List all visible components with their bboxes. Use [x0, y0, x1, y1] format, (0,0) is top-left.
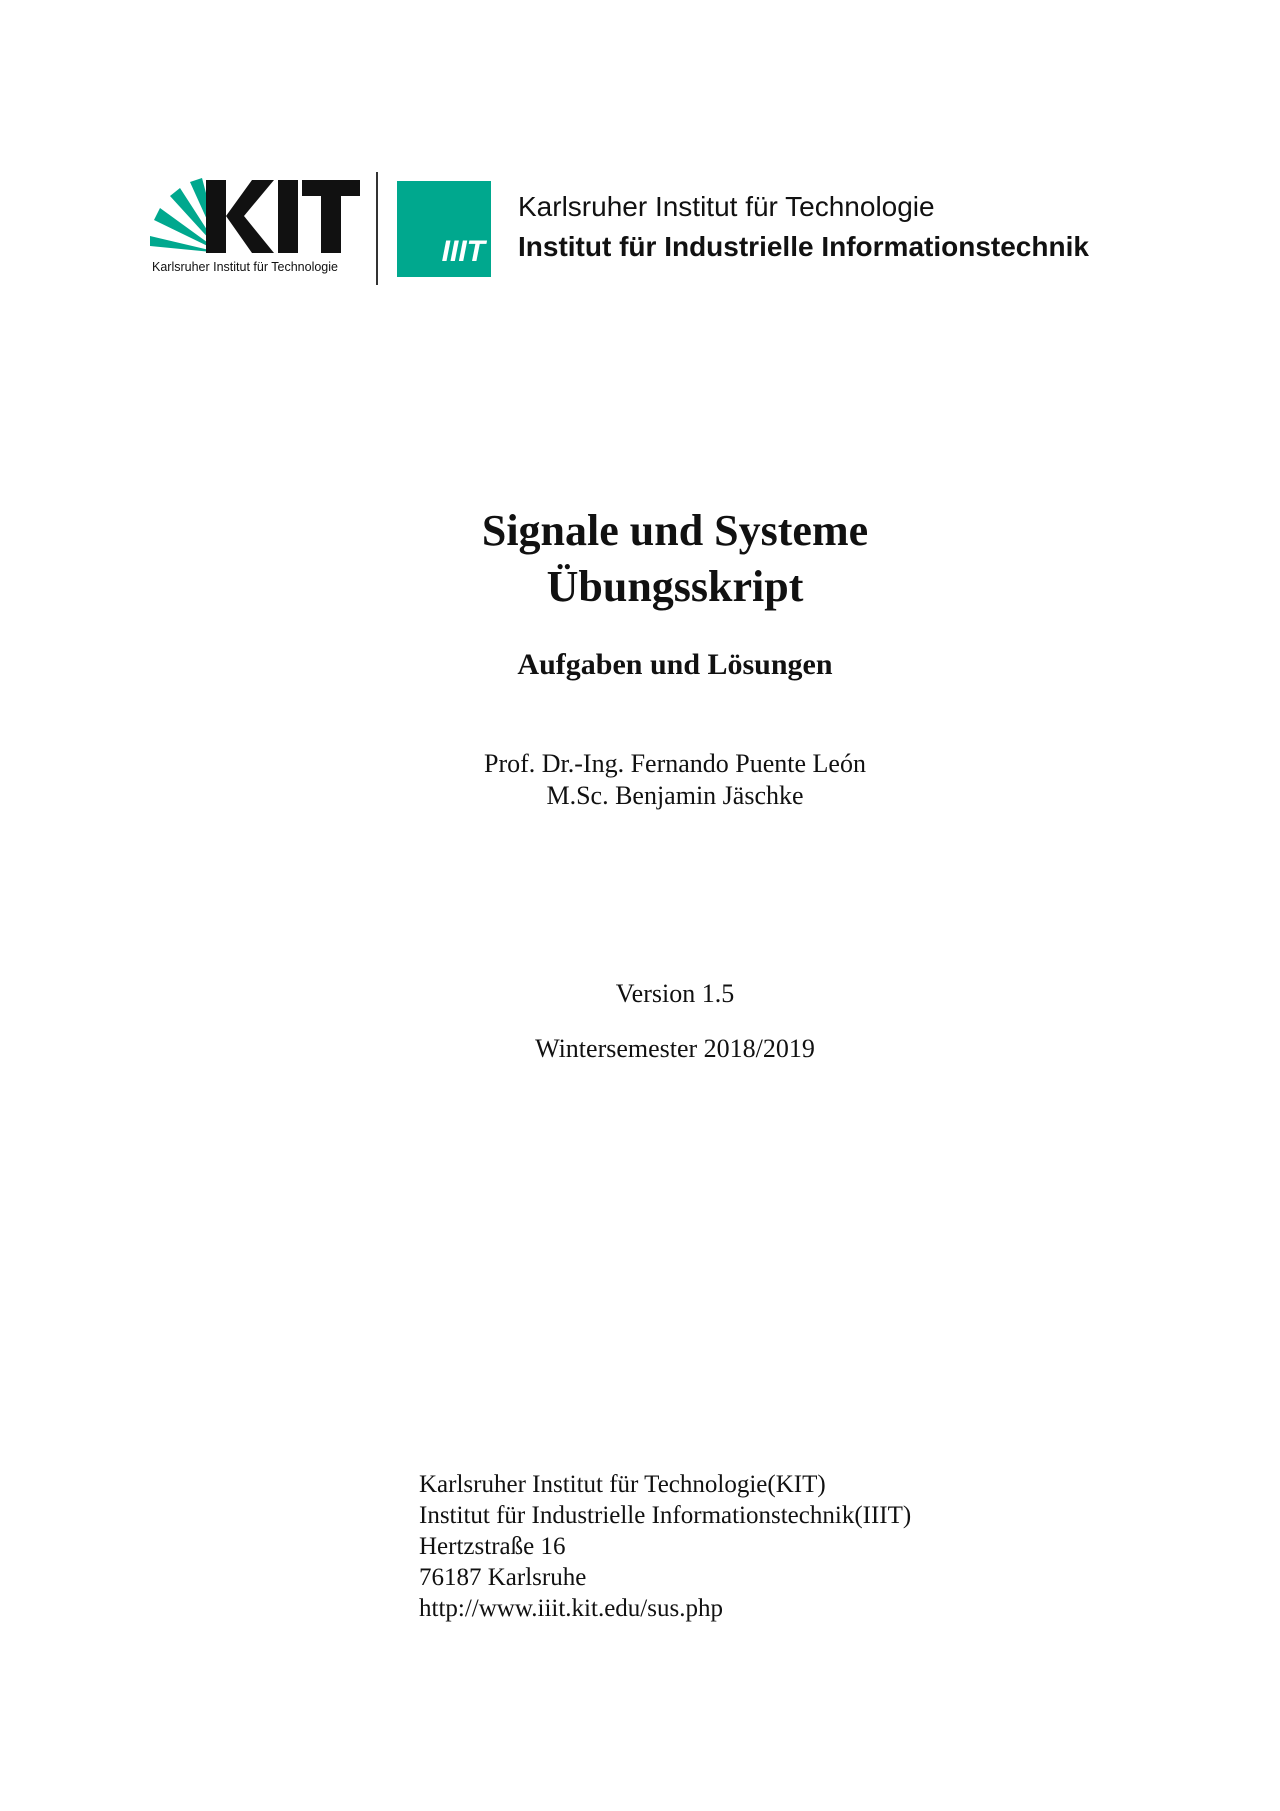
iiit-logo [397, 181, 491, 277]
subtitle: Aufgaben und Lösungen [517, 648, 833, 681]
title-line1: Signale und Systeme [481, 506, 869, 555]
title-line2: Übungsskript [546, 562, 804, 611]
institute-name: Institut für Industrielle Informationstechnik [518, 231, 1089, 262]
semester: Wintersemester 2018/2019 [535, 1034, 815, 1063]
author-2: M.Sc. Benjamin Jäschke [546, 781, 804, 810]
address-line: Institut für Industrielle Informationstechnik(IIIT) [419, 1502, 912, 1529]
author-1: Prof. Dr.-Ing. Fernando Puente León [484, 749, 866, 778]
logo-divider [376, 172, 378, 285]
address-line: Karlsruher Institut für Technologie(KIT) [419, 1471, 826, 1498]
address-line: 76187 Karlsruhe [419, 1564, 587, 1591]
kit-logo-subtitle: Karlsruher Institut für Technologie [152, 260, 338, 274]
iiit-logo-text: IIIT [441, 235, 485, 268]
version: Version 1.5 [615, 979, 735, 1008]
institution-name: Karlsruher Institut für Technologie [518, 191, 935, 222]
address-url[interactable]: http://www.iiit.kit.edu/sus.php [419, 1595, 723, 1622]
address-block [419, 1469, 911, 1624]
address-line: Hertzstraße 16 [419, 1533, 566, 1560]
kit-logo [150, 176, 365, 286]
